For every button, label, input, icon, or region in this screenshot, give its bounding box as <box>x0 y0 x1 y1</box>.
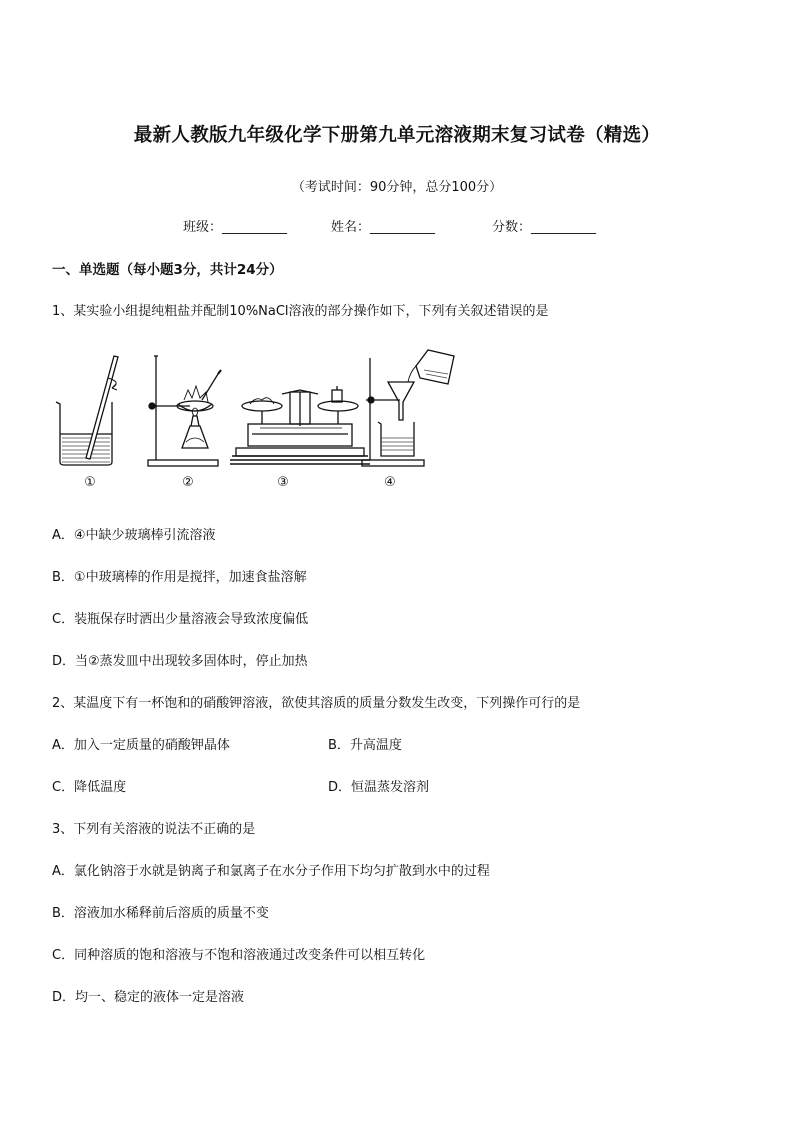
exam-info: （考试时间：90分钟，总分100分） <box>291 180 503 195</box>
figure-label-1: ① <box>84 475 96 490</box>
q3-option-d[interactable]: D．均一、稳定的液体一定是溶液 <box>52 990 245 1005</box>
q2-option-a[interactable]: A．加入一定质量的硝酸钾晶体 <box>52 738 230 753</box>
balance-figure <box>230 386 370 464</box>
q2-option-c[interactable]: C．降低温度 <box>52 780 127 795</box>
score-field[interactable]: 分数：__________ <box>492 220 597 235</box>
beaker-stirring-figure <box>56 356 118 465</box>
evaporation-setup-figure <box>148 356 221 466</box>
q2-option-d[interactable]: D．恒温蒸发溶剂 <box>328 780 430 795</box>
question-3-stem: 3、下列有关溶液的说法不正确的是 <box>52 822 256 837</box>
class-field[interactable]: 班级：__________ <box>183 220 288 235</box>
q3-option-a[interactable]: A．氯化钠溶于水就是钠离子和氯离子在水分子作用下均匀扩散到水中的过程 <box>52 864 490 879</box>
figure-label-3: ③ <box>277 475 289 490</box>
question-1-stem: 1、某实验小组提纯粗盐并配制10%NaCl溶液的部分操作如下，下列有关叙述错误的是 <box>52 304 549 319</box>
q1-option-c[interactable]: C．装瓶保存时洒出少量溶液会导致浓度偏低 <box>52 612 309 627</box>
name-field[interactable]: 姓名：__________ <box>331 220 436 235</box>
q1-option-b[interactable]: B．①中玻璃棒的作用是搅拌，加速食盐溶解 <box>52 570 307 585</box>
figure-label-2: ② <box>182 475 194 490</box>
section-heading: 一、单选题（每小题3分，共计24分） <box>52 262 283 278</box>
figure-label-4: ④ <box>384 475 396 490</box>
lab-apparatus-figure <box>50 348 470 493</box>
page-title: 最新人教版九年级化学下册第九单元溶液期末复习试卷（精选） <box>133 125 661 146</box>
q1-option-d[interactable]: D．当②蒸发皿中出现较多固体时，停止加热 <box>52 654 308 669</box>
q3-option-c[interactable]: C．同种溶质的饱和溶液与不饱和溶液通过改变条件可以相互转化 <box>52 948 426 963</box>
question-2-stem: 2、某温度下有一杯饱和的硝酸钾溶液，欲使其溶质的质量分数发生改变，下列操作可行的是 <box>52 696 581 711</box>
q1-option-a[interactable]: A．④中缺少玻璃棒引流溶液 <box>52 528 216 543</box>
q2-option-b[interactable]: B．升高温度 <box>328 738 402 753</box>
q3-option-b[interactable]: B．溶液加水稀释前后溶质的质量不变 <box>52 906 269 921</box>
filtration-figure <box>362 350 454 466</box>
